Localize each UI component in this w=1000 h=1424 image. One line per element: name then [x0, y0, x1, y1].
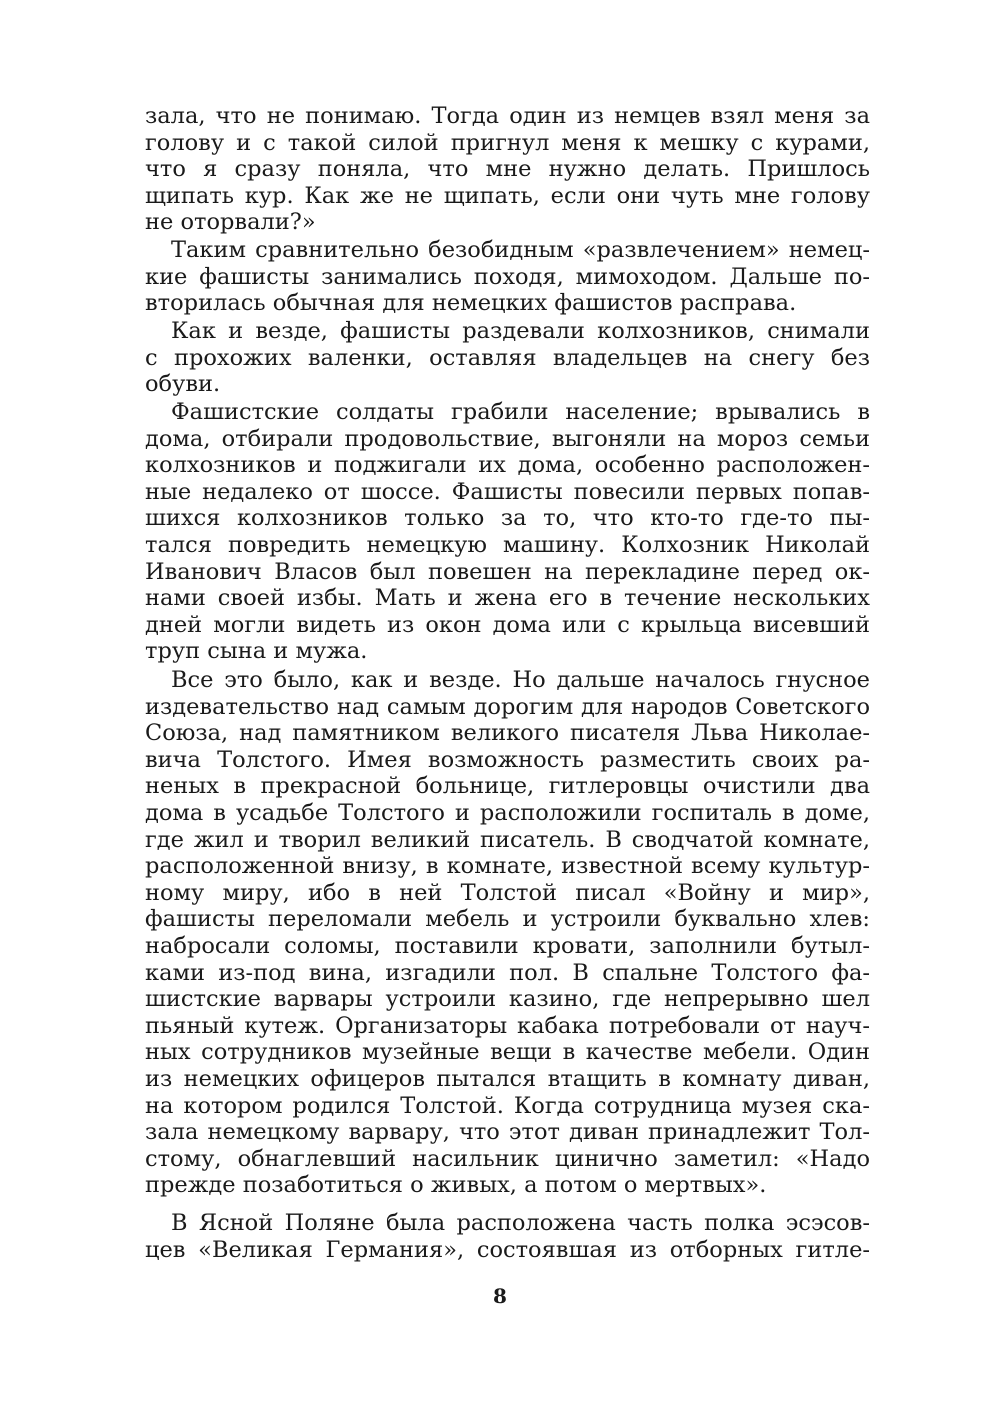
text-line: ных сотрудников музейные вещи в качестве мебели. Один	[145, 1039, 870, 1066]
text-line: прежде позаботиться о живых, а потом о мертвых».	[145, 1172, 767, 1199]
text-line: Фашистские солдаты грабили население; врывались в	[171, 399, 870, 425]
paragraph-6	[145, 1210, 870, 1263]
text-line: издевательство над самым дорогим для народов Советского	[145, 693, 870, 720]
text-line: Таким сравнительно безобидным «развлечением» немец-	[171, 237, 870, 263]
text-line: зала немецкому варвару, что этот диван принадлежит Тол-	[145, 1119, 870, 1146]
text-line: с прохожих валенки, оставляя владельцев на снегу без	[145, 344, 870, 371]
paragraph-1	[145, 103, 870, 236]
paragraph-5	[145, 667, 870, 1199]
text-line: дома в усадьбе Толстого и расположили госпиталь в доме,	[145, 799, 870, 826]
text-line: вича Толстого. Имея возможность разместить своих ра-	[145, 746, 870, 773]
text-line: ками из-под вина, изгадили пол. В спальне Толстого фа-	[145, 959, 870, 986]
text-line: дней могли видеть из окон дома или с крыльца висевший	[145, 611, 870, 638]
text-line: шистские варвары устроили казино, где непрерывно шел	[145, 986, 870, 1013]
text-line: неных в прекрасной больнице, гитлеровцы очистили два	[145, 773, 870, 800]
text-line: фашисты переломали мебель и устроили буквально хлев:	[145, 906, 870, 933]
text-line: труп сына и мужа.	[145, 638, 368, 665]
text-line: кие фашисты занимались походя, мимоходом. Дальше по-	[145, 263, 870, 290]
text-line: Как и везде, фашисты раздевали колхозников, снимали	[171, 318, 870, 344]
text-line: щипать кур. Как же не щипать, если они чуть мне голову	[145, 182, 870, 209]
text-line: цев «Великая Германия», состоявшая из отборных гитле-	[145, 1236, 870, 1263]
text-line: стому, обнаглевший насильник цинично заметил: «Надо	[145, 1145, 870, 1172]
text-line: ному миру, ибо в ней Толстой писал «Войну и мир»,	[145, 879, 870, 906]
text-line: зала, что не понимаю. Тогда один из немцев взял меня за	[145, 103, 870, 129]
text-line: дома, отбирали продовольствие, выгоняли на мороз семьи	[145, 425, 870, 452]
text-line: В Ясной Поляне была расположена часть полка эсэсов-	[171, 1210, 870, 1236]
text-line: нами своей избы. Мать и жена его в течение нескольких	[145, 585, 870, 612]
text-line: обуви.	[145, 371, 221, 398]
text-line: ные недалеко от шоссе. Фашисты повесили первых попав-	[145, 478, 870, 505]
text-line: Союза, над памятником великого писателя Льва Николае-	[145, 720, 870, 747]
text-line: тался повредить немецкую машину. Колхозник Николай	[145, 531, 870, 558]
paragraph-3	[145, 318, 870, 398]
paragraph-2	[145, 237, 870, 317]
text-line: расположенной внизу, в комнате, известной всему культур-	[145, 853, 870, 880]
text-line: из немецких офицеров пытался втащить в комнату диван,	[145, 1065, 870, 1092]
text-line: пьяный кутеж. Организаторы кабака потребовали от науч-	[145, 1012, 870, 1039]
text-line: набросали соломы, поставили кровати, заполнили бутыл-	[145, 932, 870, 959]
text-line: где жил и творил великий писатель. В сводчатой комнате,	[145, 826, 870, 853]
text-line: Все это было, как и везде. Но дальше началось гнусное	[171, 667, 870, 693]
text-line: шихся колхозников только за то, что кто-то где-то пы-	[145, 505, 870, 532]
text-line: не оторвали?»	[145, 209, 316, 236]
paragraph-4	[145, 399, 870, 665]
text-line: Иванович Власов был повешен на перекладине перед ок-	[145, 558, 870, 585]
text-line: на котором родился Толстой. Когда сотрудница музея ска-	[145, 1092, 870, 1119]
text-line: колхозников и поджигали их дома, особенно расположен-	[145, 452, 870, 479]
text-line: что я сразу поняла, что мне нужно делать. Пришлось	[145, 156, 870, 183]
page-number: 8	[493, 1284, 507, 1308]
text-line: голову и с такой силой пригнул меня к мешку с курами,	[145, 129, 870, 156]
text-line: вторилась обычная для немецких фашистов расправа.	[145, 290, 797, 317]
